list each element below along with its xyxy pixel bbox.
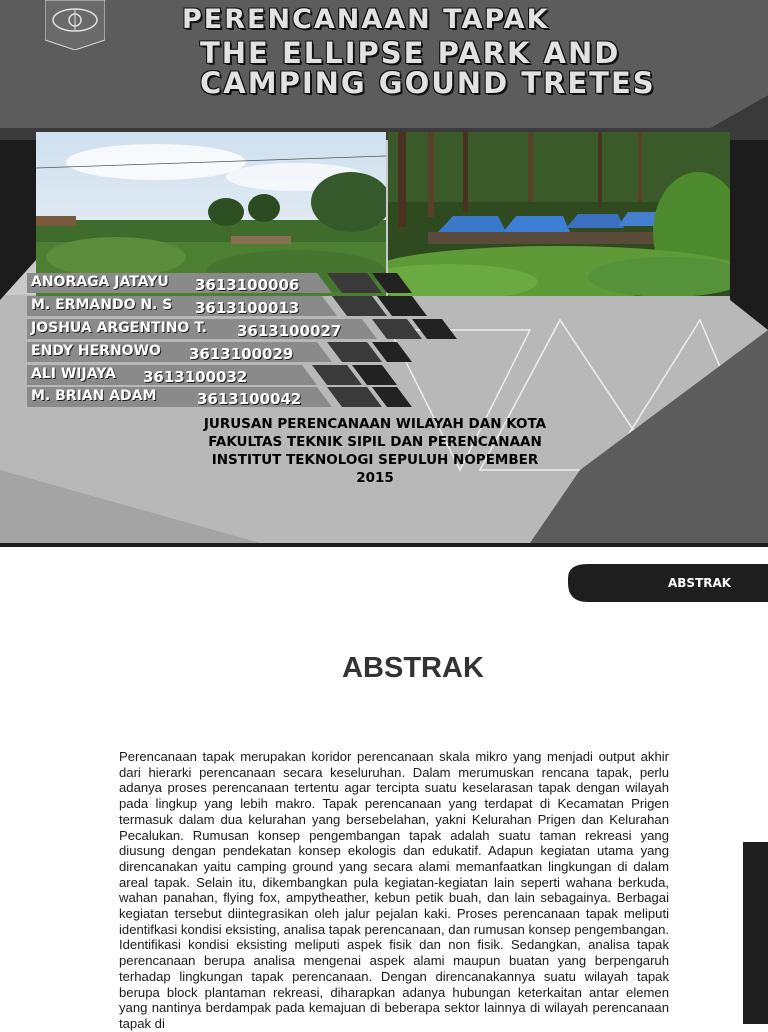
section-tab bbox=[566, 564, 768, 602]
side-decoration-bar bbox=[743, 842, 768, 1024]
member-row bbox=[27, 296, 427, 316]
member-row bbox=[27, 365, 397, 385]
member-row bbox=[27, 387, 412, 407]
title-line-1: PERENCANAAN TAPAK bbox=[182, 4, 550, 35]
member-nrp: 3613100032 bbox=[143, 368, 248, 386]
member-row bbox=[27, 273, 412, 293]
member-row bbox=[27, 342, 412, 362]
member-nrp: 3613100013 bbox=[195, 299, 300, 317]
site-photo-campground bbox=[388, 132, 730, 296]
member-nrp: 3613100006 bbox=[195, 276, 300, 294]
member-name: M. ERMANDO N. S bbox=[31, 297, 173, 313]
faculty-line: FAKULTAS TEKNIK SIPIL DAN PERENCANAAN bbox=[208, 434, 542, 450]
member-name: JOSHUA ARGENTINO T. bbox=[31, 320, 207, 336]
title-line-2: THE ELLIPSE PARK AND bbox=[200, 36, 621, 70]
year-line: 2015 bbox=[356, 470, 394, 486]
site-photo-landscape bbox=[36, 132, 386, 296]
member-nrp: 3613100042 bbox=[197, 390, 302, 408]
section-tab-label: ABSTRAK bbox=[668, 576, 732, 590]
member-name: M. BRIAN ADAM bbox=[31, 388, 157, 404]
member-name: ENDY HERNOWO bbox=[31, 343, 161, 359]
institute-line: INSTITUT TEKNOLOGI SEPULUH NOPEMBER bbox=[211, 452, 539, 468]
member-nrp: 3613100027 bbox=[237, 322, 342, 340]
abstract-heading: ABSTRAK bbox=[342, 652, 484, 684]
member-name: ANORAGA JATAYU bbox=[31, 274, 169, 290]
right-dark-strip bbox=[730, 140, 768, 330]
member-row bbox=[27, 319, 457, 339]
title-line-3: CAMPING GOUND TRETES bbox=[200, 66, 656, 100]
member-name: ALI WIJAYA bbox=[31, 366, 116, 382]
member-nrp: 3613100029 bbox=[189, 345, 294, 363]
university-logo bbox=[45, 0, 105, 50]
abstract-body: Perencanaan tapak merupakan koridor perencanaan skala mikro yang menjadi output akhir dari hierarki perencanaan secara keseluruhan. Dalam merumuskan rencana tapak, perlu adanya proses perencanaan tertentu agar tercipta suatu keselarasan tapak dengan wilayah pada lingkup yang lebih makro. Tapak perencanaan yang terdapat di Kecamatan Prigen termasuk dalam dua kelurahan yang bersebelahan, yakni Kelurahan Prigen dan Kelurahan Pecalukan. Rumusan konsep pengembangan tapak adalah suatu taman rekreasi yang diusung dengan pendekatan konsep ekologis dan edukatif. Adapun kegiatan utama yang direncanakan yaitu camping ground yang secara alami memanfaatkan lingkungan di dalam areal tapak. Selain itu, dikembangkan pula kegiatan-kegiatan lain seperti wahana berkuda, wahan panahan, flying fox, ampytheather, kebun petik buah, dan lain sebagainya. Berbagai kegiatan tersebut diintegrasikan oleh jalur pejalan kaki. Proses perencanaan tapak meliputi identifkasi kondisi eksisting, analisa tapak perencanaan, dan rumusan konsep pengembangan. Identifikasi kondisi eksisting meliputi aspek fisik dan non fisik. Sedangkan, analisa tapak perencanaan berupa analisa mengenai aspek alami maupun buatan yang berpengaruh terhadap lingkungan tapak perencanaan. Dengan direncanakannya suatu wilayah tapak berupa block plantaman rekreasi, diharapkan adanya hubungan keterkaitan antar elemen yang nantinya berdampak pada kemajuan di beberapa sektor lainnya di wilayah perencanaan tapak di bbox=[119, 749, 669, 1031]
department-line: JURUSAN PERENCANAAN WILAYAH DAN KOTA bbox=[203, 416, 547, 432]
